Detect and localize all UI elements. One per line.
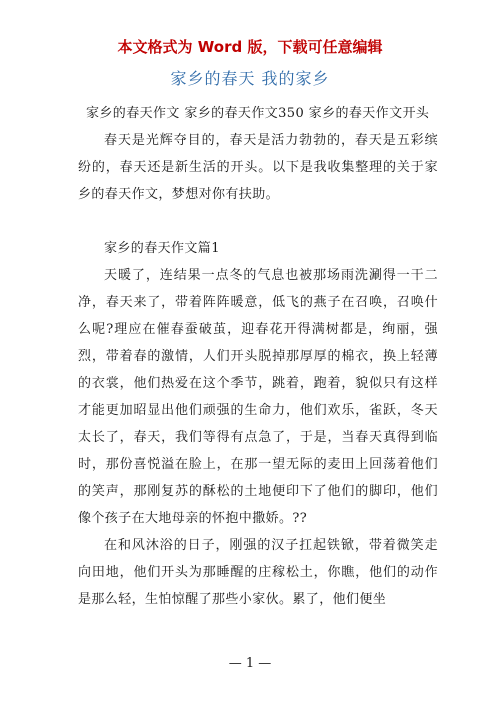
document-body <box>78 100 438 613</box>
body-paragraph-2: 在和风沐浴的日子，刚强的汉子扛起铁锨，带着微笑走向田地，他们开头为那睡醒的庄稼松土，你瞧，他们的动作是那么轻，生怕惊醒了那些小家伙。累了，他们便坐 <box>78 538 438 607</box>
document-title: 家乡的春天 我的家乡 <box>170 69 330 88</box>
format-banner: 本文格式为 Word 版，下载可任意编辑 <box>117 38 383 56</box>
paragraph-gap <box>78 208 438 235</box>
intro-paragraph: 春天是光辉夺目的，春天是活力勃勃的，春天是五彩缤纷的，春天还是新生活的开头。以下是我收集整理的关于家乡的春天作文，梦想对你有扶助。 <box>78 133 438 202</box>
body-paragraph-1: 天暖了，连结果一点冬的气息也被那场雨洗涮得一干二净，春天来了，带着阵阵暖意，低飞的燕子在召唤，召唤什么呢?理应在催春蚕破茧，迎春花开得满树都是，绚丽，强烈，带着春的激情，人们开头脱掉那厚厚的棉衣，换上轻薄的衣裳，他们热爱在这个季节，跳着，跑着，貌似只有这样才能更加昭显出他们顽强的生命力，他们欢乐，雀跃，冬天太长了，春天，我们等得有点急了，于是，当春天真得到临时，那份喜悦溢在脸上，在那一望无际的麦田上回荡着他们的笑声，那刚复苏的酥松的土地便印下了他们的脚印，他们像个孩子在大地母亲的怀抱中撒娇。?? <box>78 268 438 526</box>
section-heading: 家乡的春天作文篇1 <box>104 241 220 256</box>
lead-line: 家乡的春天作文 家乡的春天作文350 家乡的春天作文开头 <box>86 106 430 121</box>
page-number: — 1 — <box>228 656 272 671</box>
